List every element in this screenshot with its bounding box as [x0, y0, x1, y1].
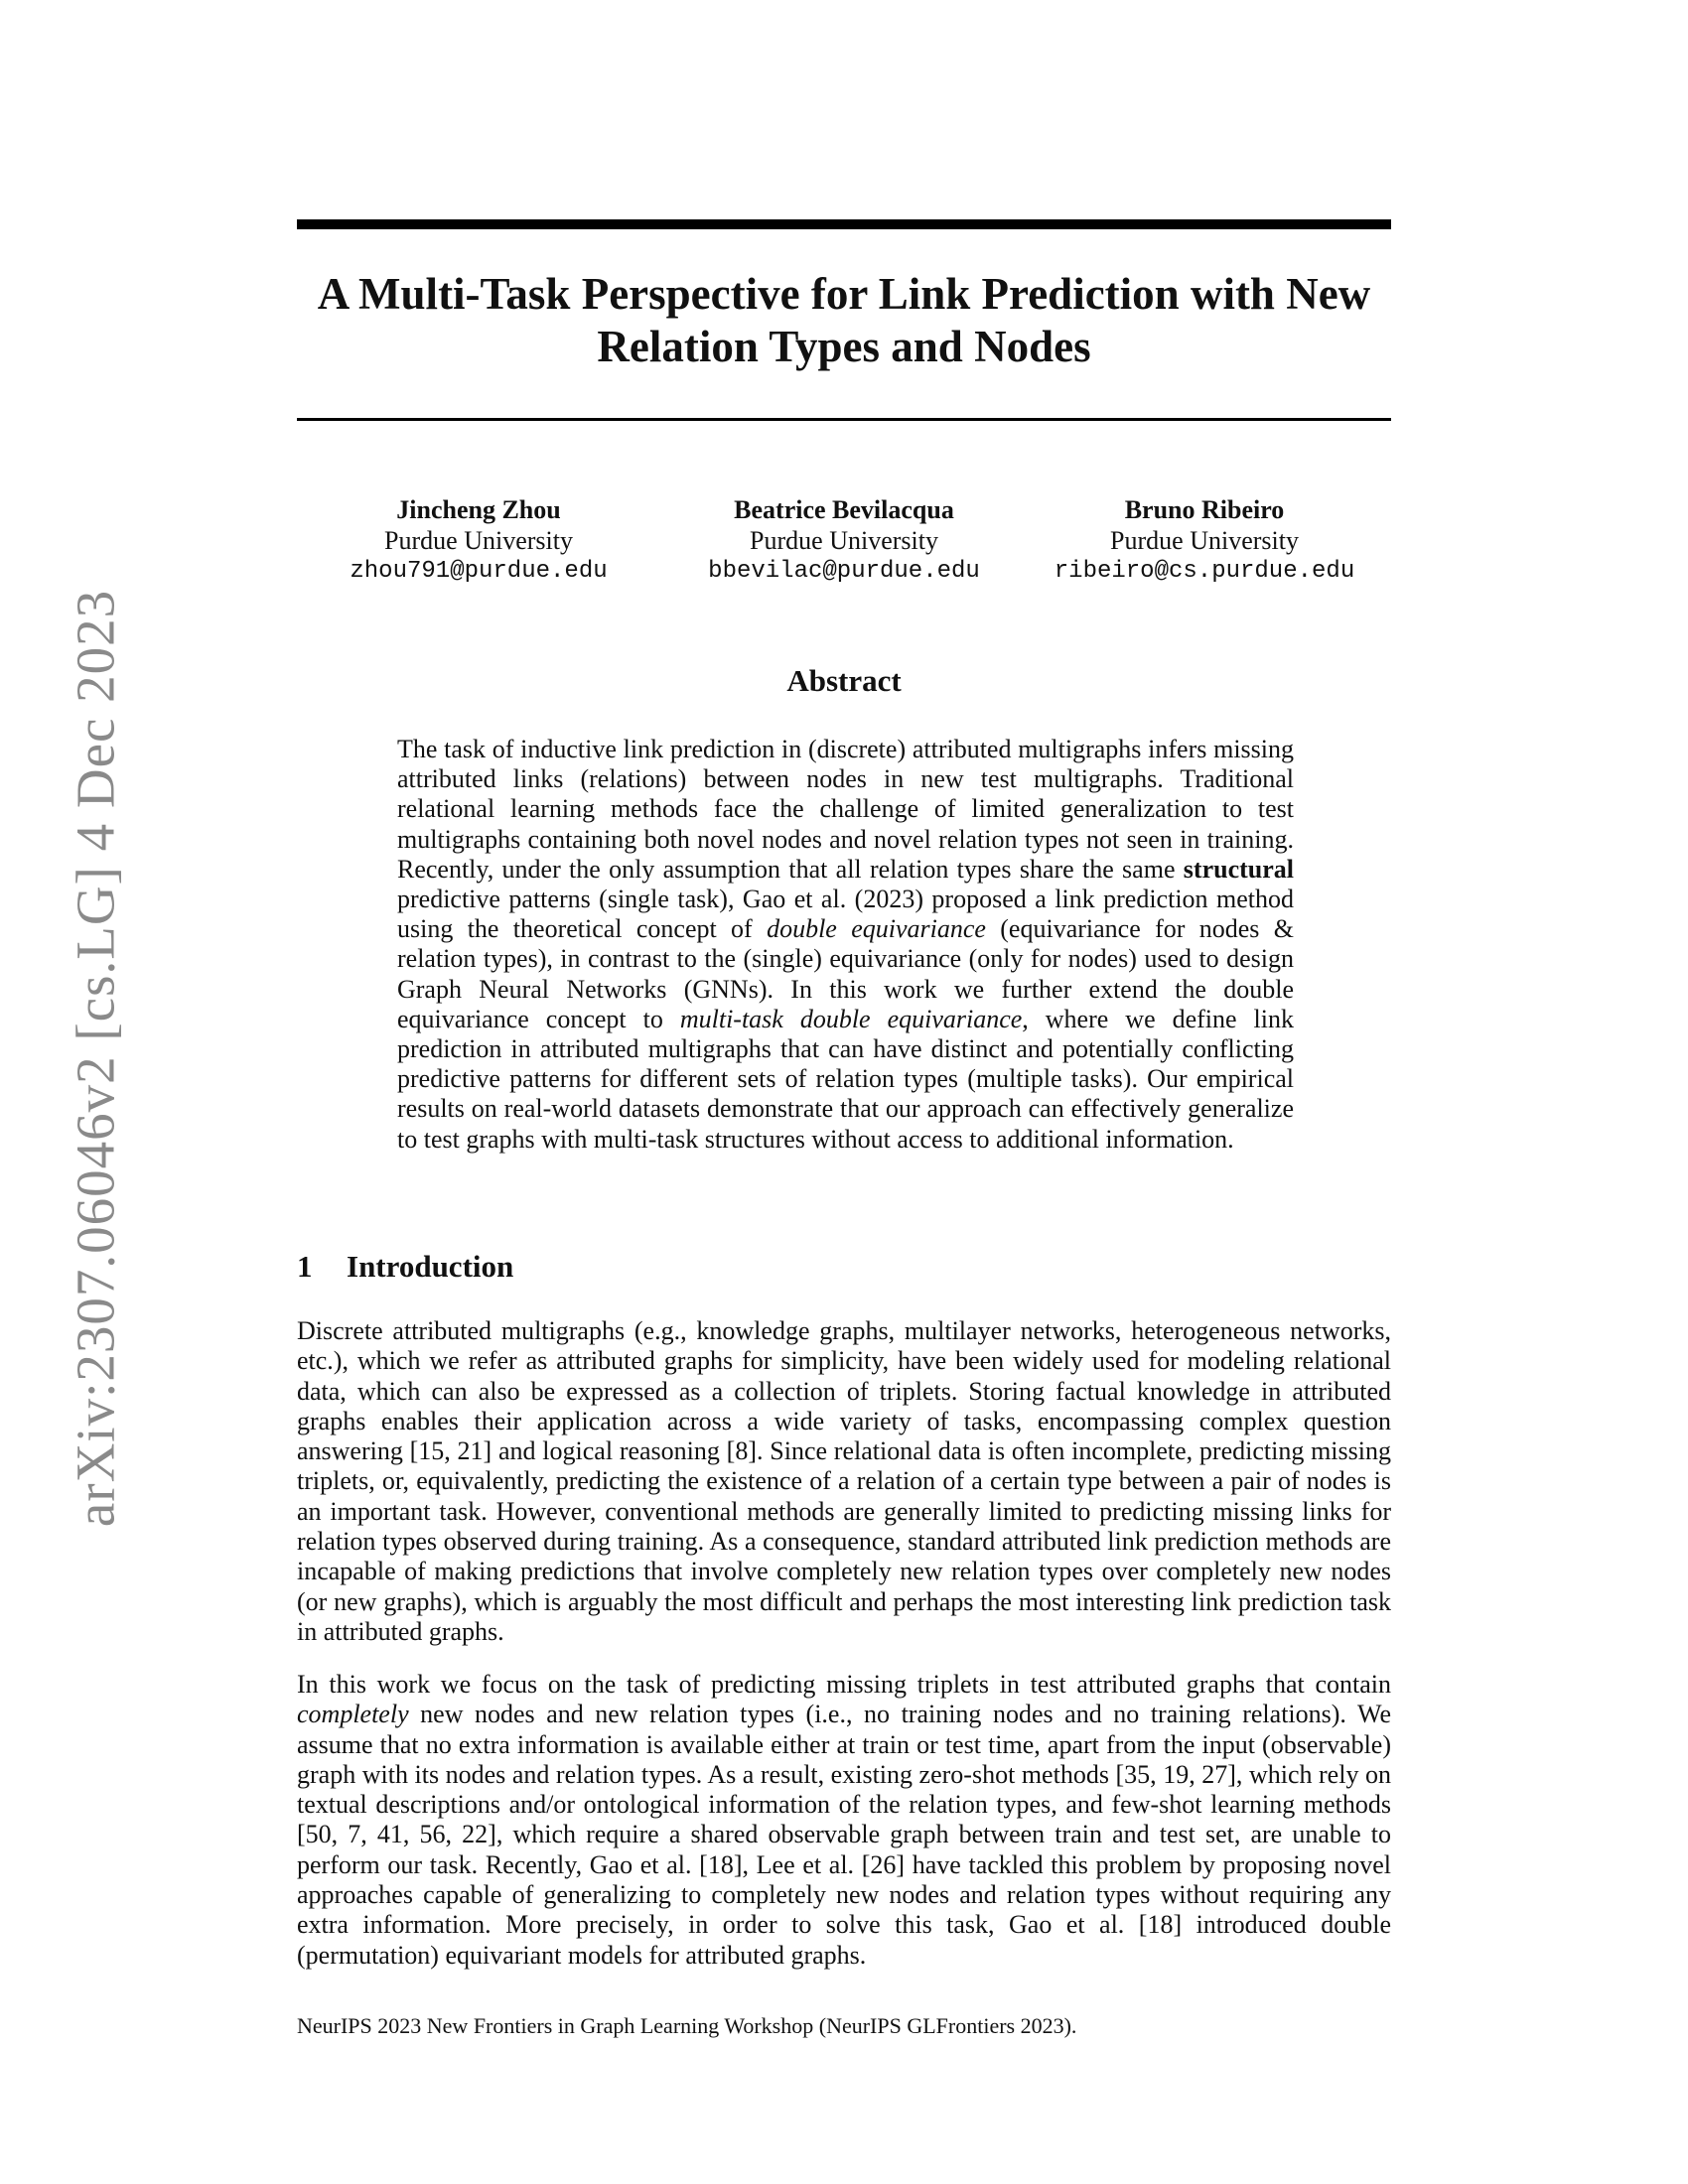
author-name: Beatrice Bevilacqua — [734, 495, 954, 524]
title-rule-bottom — [297, 418, 1391, 421]
author-email: zhou791@purdue.edu — [350, 558, 608, 585]
abstract-heading: Abstract — [786, 663, 902, 698]
paper-title: A Multi-Task Perspective for Link Prediction with New Relation Types and Nodes — [317, 269, 1371, 371]
emphasis-multi-task: multi-task double equivariance — [679, 1004, 1023, 1033]
author-affiliation: Purdue University — [384, 526, 573, 555]
author-email: ribeiro@cs.purdue.edu — [1054, 558, 1355, 585]
author-email: bbevilac@purdue.edu — [708, 558, 980, 585]
author-3 — [1041, 494, 1368, 587]
intro-paragraph-2: In this work we focus on the task of predicting missing triplets in test attributed graphs that contain completely new nodes and new relation types (i.e., no training nodes and no training relations). We assume that no extra information is available either at train or test time, apart from the input (observable) graph with its nodes and relation types. As a result, existing zero-shot methods [35, 19, 27], which rely on textual descriptions and/or ontological information of the relation types, and few-shot learning methods [50, 7, 41, 56, 22], which require a shared observable graph between train and test set, are unable to perform our task. Recently, Gao et al. [18], Lee et al. [26] have tackled this problem by proposing novel approaches capable of generalizing to completely new nodes and relation types without requiring any extra information. More precisely, in order to solve this task, Gao et al. [18] introduced double (permutation) equivariant models for attributed graphs. — [297, 1670, 1391, 1970]
section-heading-introduction — [297, 1249, 513, 1285]
intro-paragraph-1: Discrete attributed multigraphs (e.g., knowledge graphs, multilayer networks, heterogeneous networks, etc.), which we refer as attributed graphs for simplicity, have been widely used for modeling relational data, which can also be expressed as a collection of triplets. Storing factual knowledge in attributed graphs enables their application across a wide variety of tasks, encompassing complex question answering [15, 21] and logical reasoning [8]. Since relational data is often incomplete, predicting missing triplets, or, equivalently, predicting the existence of a relation of a certain type between a pair of nodes is an important task. However, conventional methods are generally limited to predicting missing links for relation types observed during training. As a consequence, standard attributed link prediction methods are incapable of making predictions that involve completely new relation types over completely new nodes (or new graphs), which is arguably the most difficult and perhaps the most interesting link prediction task in attributed graphs. — [297, 1316, 1391, 1646]
section-title: Introduction — [347, 1249, 514, 1284]
abstract-text: The task of inductive link prediction in (discrete) attributed multigraphs infers missing attributed links (relations) between nodes in new test multigraphs. Traditional relational learning methods face the challenge of limited generalization to test multigraphs containing both novel nodes and novel relation types not seen in training. Recently, under the only assumption that all relation types share the same structural predictive patterns (single task), Gao et al. (2023) proposed a link prediction method using the theoretical concept of double equivariance (equivariance for nodes & relation types), in contrast to the (single) equivariance (only for nodes) used to design Graph Neural Networks (GNNs). In this work we further extend the double equivariance concept to multi-task double equivariance, where we define link prediction in attributed multigraphs that can have distinct and potentially conflicting predictive patterns for different sets of relation types (multiple tasks). Our empirical results on real-world datasets demonstrate that our approach can effectively generalize to test graphs with multi-task structures without access to additional information. — [397, 735, 1294, 1154]
emphasis-completely: completely — [297, 1700, 409, 1729]
title-rule-top — [297, 219, 1391, 229]
author-name: Bruno Ribeiro — [1124, 495, 1285, 524]
author-1 — [315, 494, 642, 587]
emphasis-structural: structural — [1183, 854, 1294, 884]
author-affiliation: Purdue University — [750, 526, 938, 555]
arxiv-identifier: arXiv:2307.06046v2 [cs.LG] 4 Dec 2023 — [65, 589, 126, 1528]
section-number: 1 — [297, 1249, 313, 1284]
author-name: Jincheng Zhou — [396, 495, 561, 524]
author-2 — [680, 494, 1008, 587]
author-affiliation: Purdue University — [1110, 526, 1299, 555]
emphasis-double-equivariance: double equivariance — [767, 914, 986, 944]
venue-footnote: NeurIPS 2023 New Frontiers in Graph Learning Workshop (NeurIPS GLFrontiers 2023). — [297, 2013, 1077, 2038]
